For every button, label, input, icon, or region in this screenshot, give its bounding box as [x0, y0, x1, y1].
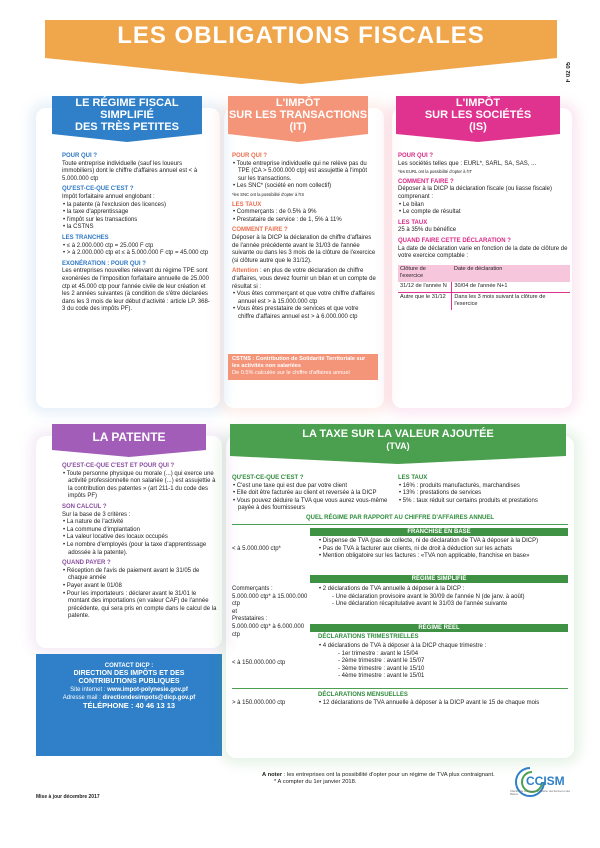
list-item: • > à 2.000.000 ctp et ≤ à 5.000.000 F ctp = 45.000 ctp: [68, 250, 212, 258]
table-row: [398, 292, 570, 310]
page-title: LES OBLIGATIONS FISCALES: [117, 22, 485, 49]
contact-label: CONTACT DICP :: [104, 663, 154, 669]
it-header: [228, 96, 368, 134]
franchise-heading: FRANCHISE EN BASE: [310, 528, 568, 536]
list-item: • Vous pouvez déduire la TVA que vous aurez vous-même payée à des fournisseurs: [238, 498, 392, 513]
it-title-line2: SUR LES TRANSACTIONS: [228, 109, 368, 121]
list-item: • La nature de l'activité: [68, 519, 218, 527]
it-body: [232, 150, 376, 321]
it-cstns-box: [228, 354, 378, 380]
tpe-quoi-text: Impôt forfaitaire annuel englobant :: [62, 193, 155, 200]
it-attention: [232, 268, 376, 291]
table-cell: Dans les 3 mois suivant la clôture de l'exercice: [452, 292, 570, 310]
is-date-table: [398, 265, 570, 310]
tva-note: [262, 772, 495, 787]
simplifie-left-line1: Commerçants :: [232, 586, 273, 592]
list-item: • Le compte de résultat: [404, 209, 570, 217]
mens-list: [318, 700, 568, 708]
list-item: • Réception de l'avis de paiement avant le 31/05 de chaque année: [68, 568, 218, 583]
note-text: : les entreprises ont la possibilité d'opter pour un régime de TVA plus contraignant.: [282, 772, 495, 778]
list-item: • Toute personne physique ou morale (...) qui exerce une activité professionnelle non salariée (...) est assujettie à la contribution des patentes » (art 211-1 du code des impôts PF): [68, 471, 218, 501]
trim-sub-3: - 3ème trimestre : avant le 15/10: [338, 665, 425, 672]
trim-body: [318, 643, 568, 681]
it-comment-heading: COMMENT FAIRE ?: [232, 227, 288, 234]
list-item: • la taxe d'apprentissage: [68, 209, 212, 217]
tpe-header-arrow: [52, 134, 202, 142]
simplifie-left-line2: 5.000.000 ctp* à 15.000.000 ctp: [232, 593, 308, 608]
trim-sub-1: - 1er trimestre : avant le 15/04: [338, 650, 419, 657]
list-item: • Mention obligatoire sur les factures : «TVA non applicable, franchise en base»: [324, 553, 568, 561]
footer-update-date: Mise à jour décembre 2017: [36, 794, 100, 800]
table-cell: Autre que le 31/12: [400, 293, 446, 300]
tpe-tranches-heading: LES TRANCHES: [62, 234, 109, 241]
tva-taux-list: [398, 483, 568, 506]
list-item: • C'est une taxe qui est due par votre client: [238, 483, 392, 491]
list-item: • Vous êtes commerçant et que votre chiffre d'affaires annuel est > à 15.000.000 ctp: [238, 291, 376, 306]
tpe-exo-heading: EXONÉRATION : POUR QUI ?: [62, 260, 146, 267]
is-body: [398, 150, 570, 310]
patente-qui-list: [62, 471, 218, 501]
contact-site: [36, 686, 222, 694]
patente-body: [62, 460, 218, 621]
note-line: [262, 772, 495, 779]
tva-header-arrow: [230, 456, 566, 464]
list-item: • Pour les importateurs : déclarer avant le 31/01 le montant des importations (en valeur CAF) de l'année précédente, qui sera pris en compte dans le calcul de la patente.: [68, 591, 218, 621]
reel-heading: RÉGIME RÉEL: [310, 624, 568, 632]
it-attention-list: [232, 291, 376, 321]
is-header-arrow: [396, 134, 560, 142]
list-item: • Le bilan: [404, 202, 570, 210]
it-qui-heading: POUR QUI ?: [232, 153, 268, 159]
list-item: • la patente (à l'exclusion des licences): [68, 202, 212, 210]
it-title-line1: L'IMPÔT: [275, 97, 321, 109]
simplifie-left: [232, 586, 312, 639]
table-row: [398, 282, 570, 292]
patente-title: LA PATENTE: [92, 430, 166, 444]
contact-mail-link[interactable]: directiondesimpots@dicp.gov.pf: [102, 695, 196, 701]
simplifie-heading: RÉGIME SIMPLIFIÉ: [310, 575, 568, 583]
it-qui-note: *les SNC ont la possibilité d'opter à l'IS: [232, 191, 305, 197]
list-item: • Toute entreprise individuelle qui ne relève pas du TPE (CA > 5.000.000 ctp) est assujettie à l'impôt sur les transactions.: [238, 161, 376, 184]
tva-quoi-heading: QU'EST-CE-QUE C'EST ?: [232, 475, 304, 481]
contact-site-link[interactable]: www.impot-polynesie.gov.pf: [107, 687, 188, 693]
tva-quoi: [232, 472, 392, 513]
list-item: • Le nombre d'employés (pour la taxe d'apprentissage adossée à la patente).: [68, 542, 218, 557]
tva-header: [230, 424, 566, 456]
simplifie-sub-1: - Une déclaration provisoire avant le 30/09 de l'année N (de janv. à août): [332, 593, 525, 600]
tva-subtitle: (TVA): [386, 441, 410, 451]
simplifie-body: [318, 586, 568, 609]
franchise-list: [318, 538, 568, 561]
is-comment-text: Déposer à la DICP la déclaration fiscale (ou liasse fiscale) comprenant :: [398, 186, 552, 200]
simplifie-left-line5: 5.000.000 ctp* à 6.000.000 ctp: [232, 623, 305, 638]
list-item: • Commerçants : de 0.5% à 9%: [238, 209, 376, 217]
is-qui-heading: POUR QUI ?: [398, 153, 434, 159]
simplifie-left-line3: et: [232, 608, 238, 615]
tva-title: LA TAXE SUR LA VALEUR AJOUTÉE: [302, 428, 494, 440]
tpe-quoi-list: [62, 202, 212, 232]
patente-calcul-text: Sur la base de 3 critères :: [62, 511, 131, 518]
ccism-logo-name: CCISM: [526, 774, 565, 788]
it-cstns-line2: De 0.5% calculée sur le chiffre d'affaires annuel: [232, 370, 350, 376]
contact-phone: TÉLÉPHONE : 40 46 13 13: [82, 701, 176, 710]
is-title-line3: (IS): [469, 121, 487, 133]
contact-org-line2: CONTRIBUTIONS PUBLIQUES: [78, 678, 180, 685]
tpe-title-line1: LE RÉGIME FISCAL SIMPLIFIÉ: [75, 97, 179, 121]
simplifie-left-line4: Prestataires :: [232, 616, 268, 623]
table-header: Clôture de l'exercice: [400, 265, 426, 280]
it-taux-list: [232, 209, 376, 224]
simplifie-sub-2: - Une déclaration récapitulative avant le 31/03 de l'année suivante: [332, 601, 508, 608]
tva-quoi-list: [232, 483, 392, 513]
trim-sub-4: - 4ème trimestre : avant le 15/01: [338, 673, 425, 680]
is-header: [396, 96, 560, 134]
tpe-quoi-heading: QU'EST-CE-QUE C'EST ?: [62, 186, 134, 193]
franchise-left: < à 5.000.000 ctp*: [232, 546, 281, 552]
it-taux-heading: LES TAUX: [232, 201, 262, 208]
list-item: • 16% : produits manufacturés, marchandises: [404, 483, 568, 491]
list-item: • Prestataire de service : de 1, 5% à 11%: [238, 217, 376, 225]
trim-left: < à 150.000.000 ctp: [232, 660, 286, 666]
tva-taux-heading: LES TAUX: [398, 475, 428, 481]
list-item: • Vous êtes prestataire de services et que votre chiffre d'affaires annuel est > à 6.000.000 ctp: [238, 306, 376, 321]
is-quand-text: La date de déclaration varie en fonction de la date de clôture de votre exercice comptable :: [398, 245, 568, 260]
list-item: • 5% : taux réduit sur certains produits et prestations: [404, 498, 568, 506]
is-taux-heading: LES TAUX: [398, 219, 428, 226]
note-label: A noter: [262, 772, 283, 778]
contact-site-label: Site internet :: [70, 687, 108, 693]
list-item: • 4 déclarations de TVA à déposer à la DICP chaque trimestre :: [324, 643, 568, 651]
mens-heading: DÉCLARATIONS MENSUELLES: [318, 692, 408, 698]
title-banner-arrow: [45, 58, 557, 84]
table-cell: 31/12 de l'année N: [400, 282, 447, 289]
trim-list: [318, 643, 568, 651]
trim-sub-2: - 2ème trimestre : avant le 15/07: [338, 658, 425, 665]
list-item: • Les SNC* (société en nom collectif): [238, 183, 376, 191]
patente-payer-list: [62, 568, 218, 621]
list-item: • ≤ à 2.000.000 ctp = 25.000 F ctp: [68, 243, 212, 251]
table-header: Date de déclaration: [453, 265, 503, 272]
tpe-body: [62, 150, 212, 314]
list-item: • l'impôt sur les transactions: [68, 217, 212, 225]
is-quand-heading: QUAND FAIRE CETTE DÉCLARATION ?: [398, 237, 511, 244]
it-attention-text: : en plus de votre déclaration de chiffre d'affaires, vous devez fournir un bilan et un compte de résultat si :: [232, 268, 376, 290]
is-taux-text: 25 à 35% du bénéfice: [398, 227, 457, 234]
it-qui-list: [232, 161, 376, 191]
list-item: • 12 déclarations de TVA annuelle à déposer à la DICP avant le 15 de chaque mois: [324, 700, 568, 708]
patente-qui-heading: QU'EST-CE-QUE C'EST ET POUR QUI ?: [62, 463, 175, 469]
franchise-body: [318, 538, 568, 561]
patente-payer-heading: QUAND PAYER ?: [62, 560, 111, 567]
is-qui-text: Les sociétés telles que : EURL*, SARL, SA, SAS, ...: [398, 160, 537, 167]
patente-header: [52, 424, 206, 450]
patente-calcul-heading: SON CALCUL ?: [62, 503, 107, 510]
is-title-line2: SUR LES SOCIÉTÉS: [424, 109, 532, 121]
mens-body: [318, 700, 568, 708]
table-header-row: [398, 265, 570, 282]
list-item: • la CSTNS: [68, 224, 212, 232]
is-comment-heading: COMMENT FAIRE ?: [398, 178, 454, 185]
tva-regime-heading: QUEL RÉGIME PAR RAPPORT AU CHIFFRE D'AFFAIRES ANNUEL: [305, 515, 495, 521]
list-item: • La valeur locative des locaux occupés: [68, 534, 218, 542]
note-footnote: * A compter du 1er janvier 2018.: [274, 779, 357, 786]
patente-calcul-list: [62, 519, 218, 557]
list-item: • Pas de TVA à facturer aux clients, ni de droit à déduction sur les achats: [324, 546, 568, 554]
document-code: F 02 05: [566, 62, 572, 83]
is-comment-list: [398, 202, 570, 217]
list-item: • Payer avant le 01/08: [68, 583, 218, 591]
tva-regime-line: [232, 524, 568, 525]
patente-header-arrow: [52, 450, 206, 457]
list-item: • 13% : prestations de services: [404, 490, 568, 498]
tpe-title-line3: (TPE): [112, 145, 142, 157]
it-comment-text: Déposer à la DICP la déclaration de chiffre d'affaires de l'année précédente avant le 31/03 de l'année suivante ou dans les 3 mois de la clôture de l'exercice (si clôture autre que le 31/12).: [232, 234, 376, 264]
tpe-qui-heading: POUR QUI ?: [62, 153, 98, 159]
ccism-logo-tagline: Chambre de Commerce, d'Industrie, des Services et des Métiers: [510, 790, 570, 796]
it-cstns-line1: CSTNS : Contribution de Solidarité Territoriale sur les activités non salariées: [232, 356, 366, 369]
it-header-arrow: [228, 134, 368, 142]
is-qui-note: *les EURL ont la possibilité d'opter à l'IT: [398, 169, 473, 175]
trim-heading: DÉCLARATIONS TRIMESTRIELLES: [318, 634, 419, 640]
reel-divider: [232, 688, 568, 689]
list-item: • Dispense de TVA (pas de collecte, ni de déclaration de TVA à déposer à la DICP): [324, 538, 568, 546]
tva-taux: [398, 472, 568, 505]
tpe-title-line2: DES TRÈS PETITES ENTREPRISES: [75, 121, 179, 145]
it-title-line3: (IT): [289, 121, 307, 133]
table-cell: 30/04 de l'année N+1: [452, 282, 570, 292]
tpe-tranches-list: [62, 243, 212, 258]
it-attention-label: Attention: [232, 268, 259, 275]
list-item: • Elle doit être facturée au client et reversée à la DICP: [238, 490, 392, 498]
tpe-qui-text: Toute entreprise individuelle (sauf les loueurs immobiliers) dont le chiffre d'affaires annuel est < à 5.000.000 ctp: [62, 160, 198, 182]
mens-left: > à 150.000.000 ctp: [232, 700, 286, 706]
contact-org-line1: DIRECTION DES IMPÔTS ET DES: [73, 670, 185, 677]
is-title-line1: L'IMPÔT: [455, 97, 501, 109]
tpe-exo-text: Les entreprises nouvelles relevant du régime TPE sont exonérées de l'imposition forfaitaire annuelle de 25.000 ctp et 45.000 ctp pour l'année civile de leur création et les 2 années suivantes (à condition de s'être déclarées dans les 3 mois de leur début d'activité : article LP. 368-3 du code des impôts PF).: [62, 268, 210, 313]
list-item: • La commune d'implantation: [68, 527, 218, 535]
list-item: • 2 déclarations de TVA annuelle à déposer à la DICP :: [324, 586, 568, 594]
simplifie-list: [318, 586, 568, 594]
contact-box: [36, 654, 222, 756]
contact-mail-label: Adresse mail :: [62, 695, 103, 701]
ccism-logo: [510, 766, 570, 800]
